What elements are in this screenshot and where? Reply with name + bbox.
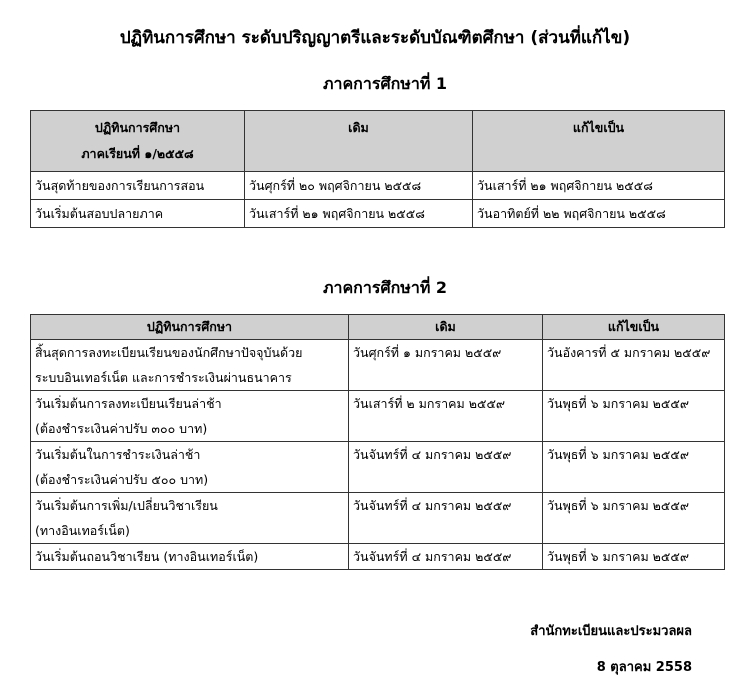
activity-cell: [31, 391, 349, 442]
activity-cell: [31, 493, 349, 544]
revised-date-cell: วันพุธที่ ๖ มกราคม ๒๕๕๙: [543, 544, 725, 570]
table-row: [31, 544, 725, 570]
table-row: [31, 493, 725, 544]
activity-line-1: วันเริ่มต้นการลงทะเบียนเรียนล่าช้า: [35, 396, 222, 411]
table-row: [31, 442, 725, 493]
activity-line-1: วันเริ่มต้นถอนวิชาเรียน (ทางอินเทอร์เน็ต): [35, 549, 259, 564]
table-row: [31, 340, 725, 391]
semester-1-table: [30, 110, 725, 228]
original-date-cell: วันเสาร์ที่ ๒ มกราคม ๒๕๕๙: [349, 391, 543, 442]
table-row: [31, 200, 725, 228]
revised-date-cell: วันอังคารที่ ๕ มกราคม ๒๕๕๙: [543, 340, 725, 391]
activity-line-1: วันเริ่มต้นในการชำระเงินล่าช้า: [35, 447, 201, 462]
semester-1-title: ภาคการศึกษาที่ 1: [322, 74, 448, 93]
revised-date-cell: วันพุธที่ ๖ มกราคม ๒๕๕๙: [543, 391, 725, 442]
revised-date-cell: วันพุธที่ ๖ มกราคม ๒๕๕๙: [543, 442, 725, 493]
original-date-cell: วันจันทร์ที่ ๔ มกราคม ๒๕๕๙: [349, 442, 543, 493]
semester-2-title: ภาคการศึกษาที่ 2: [322, 278, 448, 297]
activity-cell: [31, 544, 349, 570]
document-title: ปฏิทินการศึกษา ระดับปริญญาตรีและระดับบัณฑิตศึกษา (ส่วนที่แก้ไข): [119, 28, 631, 48]
activity-cell: [31, 442, 349, 493]
issue-date: 8 ตุลาคม 2558: [596, 660, 692, 675]
header-calendar: [31, 111, 245, 172]
table-header-row: [31, 111, 725, 172]
activity-line-2: (ต้องชำระเงินค่าปรับ ๓๐๐ บาท): [35, 421, 208, 436]
activity-line-2: ระบบอินเทอร์เน็ต และการชำระเงินผ่านธนาคาร: [35, 370, 292, 385]
original-date-cell: วันศุกร์ที่ ๑ มกราคม ๒๕๕๙: [349, 340, 543, 391]
revised-date-cell: วันอาทิตย์ที่ ๒๒ พฤศจิกายน ๒๕๕๘: [473, 200, 725, 228]
header-calendar: ปฏิทินการศึกษา: [31, 315, 349, 340]
activity-cell: วันเริ่มต้นสอบปลายภาค: [31, 200, 245, 228]
original-date-cell: วันศุกร์ที่ ๒๐ พฤศจิกายน ๒๕๕๘: [245, 172, 473, 200]
header-calendar-label: ปฏิทินการศึกษา: [94, 120, 181, 135]
activity-line-2: (ทางอินเทอร์เน็ต): [35, 523, 130, 538]
activity-cell: วันสุดท้ายของการเรียนการสอน: [31, 172, 245, 200]
activity-line-1: สิ้นสุดการลงทะเบียนเรียนของนักศึกษาปัจจุบันด้วย: [35, 345, 303, 360]
revised-date-cell: วันพุธที่ ๖ มกราคม ๒๕๕๙: [543, 493, 725, 544]
header-revised: แก้ไขเป็น: [473, 111, 725, 172]
activity-line-1: วันเริ่มต้นการเพิ่ม/เปลี่ยนวิชาเรียน: [35, 498, 218, 513]
semester-2-table: [30, 314, 725, 570]
activity-line-2: (ต้องชำระเงินค่าปรับ ๕๐๐ บาท): [35, 472, 209, 487]
issuing-office: สำนักทะเบียนและประมวลผล: [530, 624, 692, 639]
activity-cell: [31, 340, 349, 391]
original-date-cell: วันจันทร์ที่ ๔ มกราคม ๒๕๕๙: [349, 493, 543, 544]
header-original: เดิม: [349, 315, 543, 340]
header-semester-label: ภาคเรียนที่ ๑/๒๕๕๘: [81, 146, 194, 161]
header-original: เดิม: [245, 111, 473, 172]
table-row: [31, 172, 725, 200]
header-revised: แก้ไขเป็น: [543, 315, 725, 340]
original-date-cell: วันเสาร์ที่ ๒๑ พฤศจิกายน ๒๕๕๘: [245, 200, 473, 228]
table-row: [31, 391, 725, 442]
revised-date-cell: วันเสาร์ที่ ๒๑ พฤศจิกายน ๒๕๕๘: [473, 172, 725, 200]
table-header-row: [31, 315, 725, 340]
original-date-cell: วันจันทร์ที่ ๔ มกราคม ๒๕๕๙: [349, 544, 543, 570]
